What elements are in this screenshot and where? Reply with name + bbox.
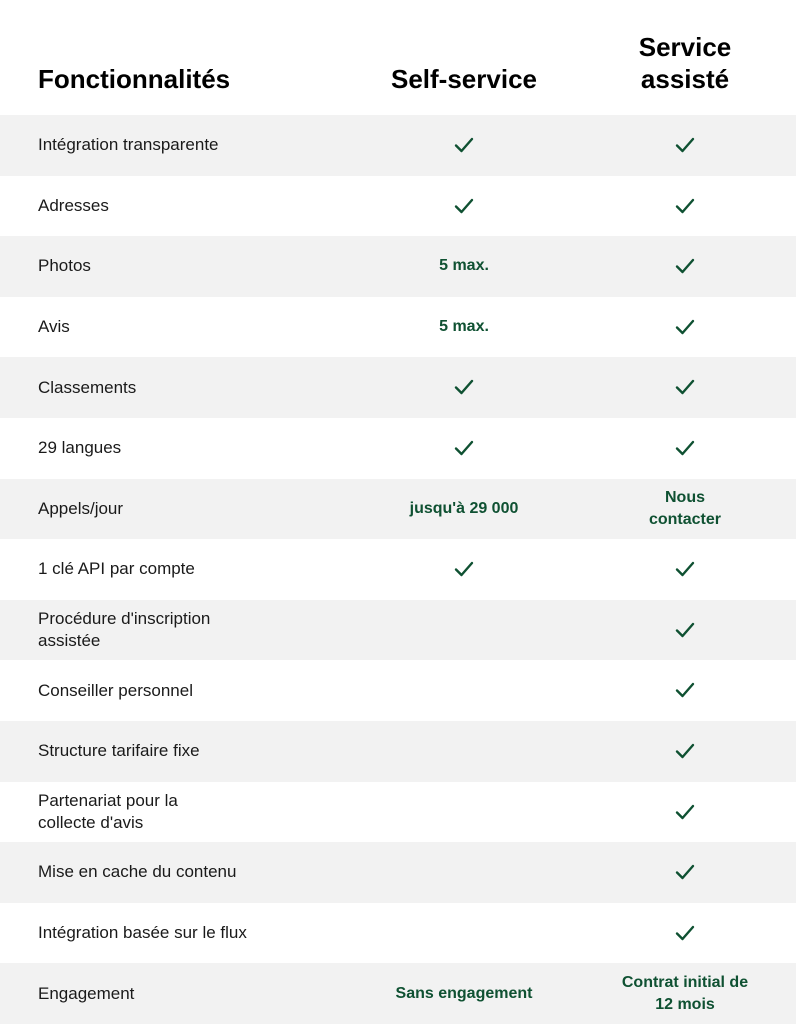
self-service-column-title: Self-service — [391, 64, 537, 94]
table-row — [0, 963, 796, 1024]
feature-label: Intégration basée sur le flux — [38, 923, 247, 943]
table-row — [0, 176, 796, 237]
table-row — [0, 297, 796, 358]
feature-label: Engagement — [38, 983, 135, 1003]
self-service-value — [364, 255, 564, 277]
table-row — [0, 236, 796, 297]
feature-label — [38, 790, 338, 834]
assisted-service-value — [585, 195, 785, 217]
self-service-value — [364, 437, 564, 459]
self-service-value-text-line: Sans engagement — [395, 984, 533, 1002]
check-icon — [675, 804, 695, 820]
assisted-service-value — [585, 437, 785, 459]
feature-label-line: collecte d'avis — [38, 812, 144, 832]
check-icon — [675, 440, 695, 456]
table-row — [0, 660, 796, 721]
check-icon — [675, 925, 695, 941]
features-column-title: Fonctionnalités — [38, 64, 231, 94]
self-service-value — [364, 134, 564, 156]
assisted-service-value — [585, 972, 785, 1016]
check-icon — [454, 198, 474, 214]
table-row — [0, 418, 796, 479]
table-header — [0, 0, 796, 115]
assisted-service-value — [585, 316, 785, 338]
assisted-service-value — [585, 377, 785, 399]
self-service-value — [364, 983, 564, 1005]
table-row — [0, 721, 796, 782]
check-icon — [454, 440, 474, 456]
self-service-value — [364, 195, 564, 217]
assisted-service-value — [585, 680, 785, 702]
check-icon — [675, 137, 695, 153]
assisted-title-line-1: Service — [638, 32, 732, 62]
table-row — [0, 903, 796, 964]
feature-label: Structure tarifaire fixe — [38, 741, 200, 761]
table-row — [0, 479, 796, 540]
table-row — [0, 357, 796, 418]
assisted-service-value-text-line: 12 mois — [655, 995, 715, 1013]
check-icon — [675, 622, 695, 638]
feature-label-line: assistée — [38, 631, 101, 651]
feature-label: 1 clé API par compte — [38, 559, 195, 579]
check-icon — [675, 561, 695, 577]
check-icon — [675, 319, 695, 335]
check-icon — [454, 379, 474, 395]
assisted-service-value — [585, 861, 785, 883]
assisted-service-value-text-line: Nous — [665, 488, 705, 506]
self-service-value — [364, 558, 564, 580]
assisted-service-value — [585, 558, 785, 580]
feature-label: Intégration transparente — [38, 135, 219, 155]
feature-label: Adresses — [38, 195, 109, 215]
assisted-service-value-text-line: contacter — [648, 510, 722, 528]
feature-label: 29 langues — [38, 438, 122, 458]
check-icon — [675, 258, 695, 274]
feature-label-line: Partenariat pour la — [38, 790, 178, 810]
assisted-service-value — [585, 922, 785, 944]
check-icon — [675, 379, 695, 395]
self-service-value — [364, 498, 564, 520]
table-row — [0, 539, 796, 600]
assisted-service-value — [585, 801, 785, 823]
self-service-value-text-line: 5 max. — [439, 318, 489, 336]
check-icon — [675, 864, 695, 880]
assisted-service-value — [585, 740, 785, 762]
assisted-service-value — [585, 255, 785, 277]
feature-label: Avis — [38, 317, 70, 337]
check-icon — [454, 137, 474, 153]
feature-label: Appels/jour — [38, 498, 124, 518]
check-icon — [675, 743, 695, 759]
check-icon — [675, 682, 695, 698]
assisted-service-column-title — [585, 31, 785, 95]
feature-label: Classements — [38, 377, 137, 397]
feature-label: Mise en cache du contenu — [38, 862, 237, 882]
feature-label-line: Procédure d'inscription — [38, 609, 211, 629]
assisted-service-value — [585, 619, 785, 641]
self-service-value — [364, 377, 564, 399]
assisted-service-value — [585, 487, 785, 531]
table-row — [0, 842, 796, 903]
self-service-value — [364, 316, 564, 338]
feature-label: Photos — [38, 256, 91, 276]
self-service-value-text-line: 5 max. — [439, 257, 489, 275]
check-icon — [454, 561, 474, 577]
assisted-service-value-text-line: Contrat initial de — [621, 973, 749, 991]
feature-label — [38, 608, 338, 652]
self-service-value-text-line: jusqu'à 29 000 — [409, 499, 519, 517]
table-row — [0, 782, 796, 843]
check-icon — [675, 198, 695, 214]
assisted-service-value — [585, 134, 785, 156]
table-row — [0, 600, 796, 661]
table-row — [0, 115, 796, 176]
feature-label: Conseiller personnel — [38, 680, 193, 700]
assisted-title-line-2: assisté — [640, 64, 730, 94]
table-body — [0, 115, 796, 1024]
